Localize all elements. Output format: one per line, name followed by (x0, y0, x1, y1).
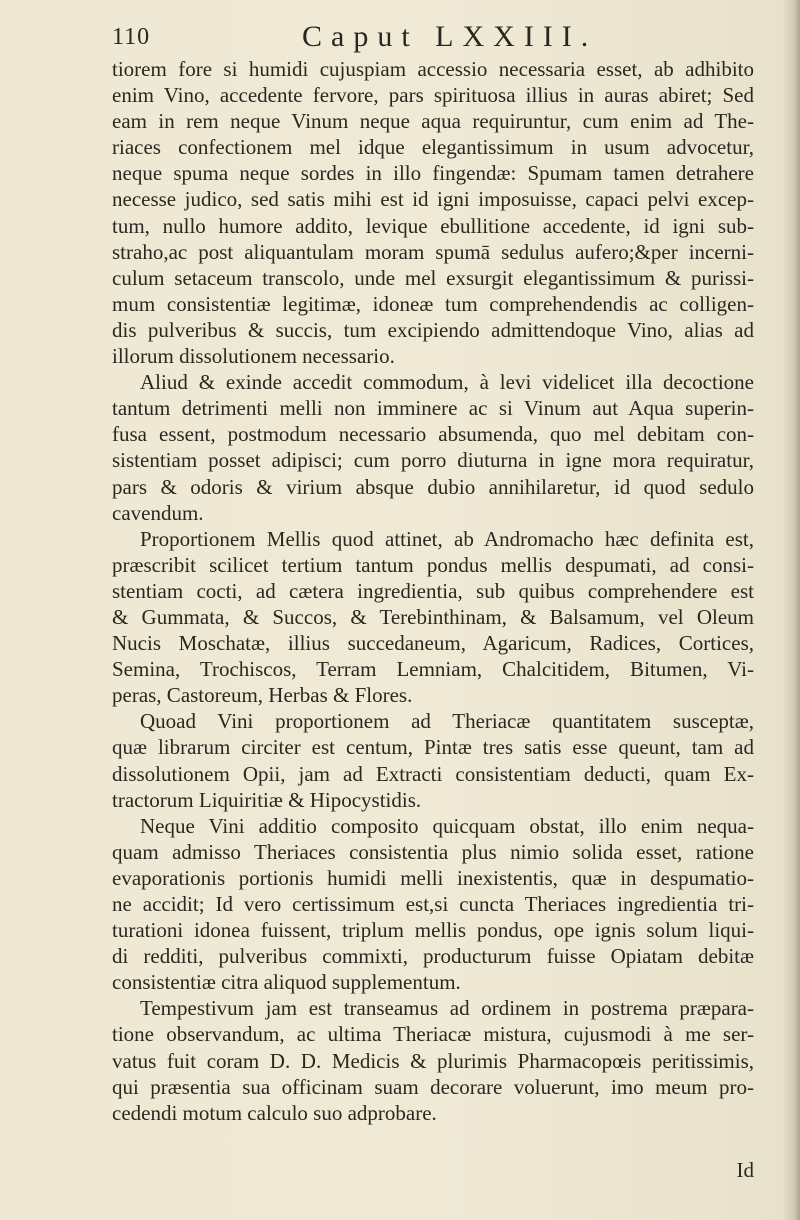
text-line: Aliud & exinde accedit commodum, à levi videlicet illa decoctione (140, 370, 754, 395)
text-line: tione observandum, ac ultima Theriacæ mistura, cujusmodi à me ser- (112, 1022, 754, 1047)
text-line: Proportionem Mellis quod attinet, ab Andromacho hæc definita est, (140, 526, 754, 551)
text-line: enim Vino, accedente fervore, pars spirituosa illius in auras abiret; Sed (112, 83, 754, 108)
text-line: Semina, Trochiscos, Terram Lemniam, Chalcitidem, Bitumen, Vi- (112, 657, 754, 682)
text-line: culum setaceum transcolo, unde mel exsurgit elegantissimum & purissi- (112, 265, 754, 290)
text-line: mum consistentiæ legitimæ, idoneæ tum comprehendendis ac colligen- (112, 291, 754, 316)
page-number: 110 (112, 24, 151, 50)
text-line: illorum dissolutionem necessario. (112, 344, 395, 369)
text-line: ne accidit; Id vero certissimum est,si cuncta Theriaces ingredientia tri- (112, 892, 754, 916)
text-line: cavendum. (112, 500, 204, 525)
paragraph (112, 56, 754, 369)
text-line: evaporationis portionis humidi melli inexistentis, quæ in despumatio- (112, 865, 754, 890)
text-line: vatus fuit coram D. D. Medicis & plurimis Pharmacopœis peritissimis, (112, 1048, 754, 1073)
paragraph (112, 995, 754, 1125)
page-edge-shadow (782, 0, 800, 1220)
text-body (112, 56, 754, 1126)
text-line: cedendi motum calculo suo adprobare. (112, 1100, 437, 1125)
text-line: consistentiæ citra aliquod supplementum. (112, 970, 461, 995)
text-line: quæ librarum circiter est centum, Pintæ tres satis esse queunt, tam ad (112, 735, 754, 760)
text-line: fusa essent, postmodum necessario absumenda, quo mel debitam con- (112, 422, 754, 447)
text-line: riaces confectionem mel idque elegantissimum in usum advocetur, (112, 135, 754, 160)
text-line: peras, Castoreum, Herbas & Flores. (112, 683, 413, 708)
text-line: tantum detrimenti melli non imminere ac si Vinum aut Aqua superin- (112, 396, 754, 421)
text-line: di redditi, pulveribus commixti, producturum fuisse Opiatam debitæ (112, 944, 754, 969)
text-line: dissolutionem Opii, jam ad Extracti consistentiam deducti, quam Ex- (112, 761, 754, 786)
text-line: eam in rem neque Vinum neque aqua requiruntur, cum enim ad The- (112, 109, 754, 134)
text-line: tiorem fore si humidi cujuspiam accessio necessaria esset, ab adhibito (112, 57, 754, 81)
catchword: Id (736, 1158, 754, 1182)
text-line: sistentiam posset adipisci; cum porro diuturna in igne mora requiratur, (112, 448, 754, 473)
text-line: straho,ac post aliquantulam moram spumā sedulus aufero;&per incerni- (112, 239, 754, 264)
text-line: Nucis Moschatæ, illius succedaneum, Agaricum, Radices, Cortices, (112, 631, 754, 656)
text-line: neque spuma neque sordes in illo fingendæ: Spumam tamen detrahere (112, 161, 754, 186)
text-line: & Gummata, & Succos, & Terebinthinam, & Balsamum, vel Oleum (112, 604, 754, 629)
text-line: turationi idonea fuissent, triplum mellis pondus, ope ignis solum liqui- (112, 918, 754, 943)
text-line: tum, nullo humore addito, levique ebullitione accedente, id igni sub- (112, 213, 754, 238)
text-line: Quoad Vini proportionem ad Theriacæ quantitatem susceptæ, (140, 709, 754, 734)
running-head: Caput LXXIII. (302, 20, 598, 53)
text-line: tractorum Liquiritiæ & Hipocystidis. (112, 787, 422, 812)
paragraph (112, 708, 754, 812)
text-line: præscribit scilicet tertium tantum pondus mellis despumati, ad consi- (112, 552, 754, 577)
paragraph (112, 369, 754, 526)
text-line: stentiam cocti, ad cætera ingredientia, sub quibus comprehendere est (112, 578, 754, 603)
text-line: necesse judico, sed satis mihi est id igni imposuisse, capaci pelvi excep- (112, 187, 754, 212)
text-line: pars & odoris & virium absque dubio annihilaretur, id quod sedulo (112, 474, 754, 499)
text-line: qui præsentia sua officinam suam decorare voluerunt, imo meum pro- (112, 1074, 754, 1099)
paragraph (112, 813, 754, 996)
page-header (112, 20, 752, 60)
paragraph (112, 526, 754, 709)
text-line: dis pulveribus & succis, tum excipiendo admittendoque Vino, alias ad (112, 317, 754, 342)
text-line: Tempestivum jam est transeamus ad ordinem in postrema præpara- (140, 996, 754, 1021)
text-line: Neque Vini additio composito quicquam obstat, illo enim nequa- (140, 813, 754, 838)
text-line: quam admisso Theriaces consistentia plus nimio solida esset, ratione (112, 839, 754, 864)
